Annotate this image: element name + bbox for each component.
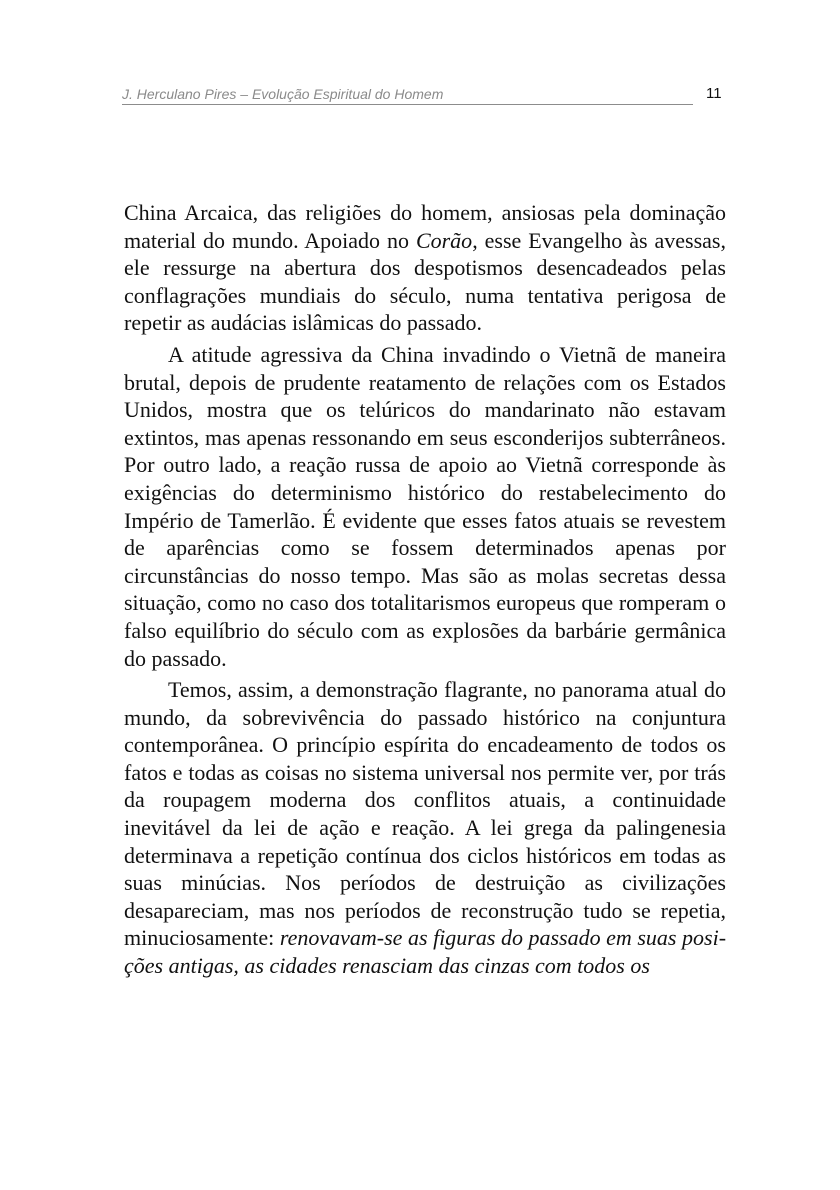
paragraph-3-text: Temos, assim, a demonstração flagrante, no panorama atual do mundo, da sobrevivência do passado histórico na conjuntura contemporânea. O princípio espírita do encadeamento de todos os fatos e todas as coisas no sistema universal nos permite ver, por trás da roupagem moderna dos conflitos atuais, a continuidade inevitável da lei de ação e reação. A lei grega da palingenesia determinava a repetição contínua dos ciclos históricos em todas as suas minúcias. Nos períodos de destruição as civilizações desapareciam, mas nos períodos de reconstrução tudo se repetia, minuciosamente: <box>124 677 726 951</box>
body-text <box>124 199 726 984</box>
paragraph-1 <box>124 199 726 337</box>
paragraph-1-italic-title: Corão <box>415 227 473 253</box>
running-header <box>122 84 693 105</box>
paragraph-1-text-a: China Arcaica, das religiões do homem, ansiosas pela dominação material do mundo. Apoiado no <box>124 200 726 253</box>
paragraph-3-italic-quote: renovavam-se as figuras do passado em suas posições antigas, as cidades renasciam das cinzas com todos os <box>124 925 727 979</box>
paragraph-2: A atitude agressiva da China invadindo o Vietnã de maneira brutal, depois de prudente reatamento de relações com os Estados Unidos, mostra que os telúricos do mandarinato não estavam extintos, mas apenas ressonando em seus esconderijos subterrâneos. Por outro lado, a reação russa de apoio ao Vietnã corresponde às exigências do determinismo histórico do restabelecimento do Império de Tamerlão. É evidente que esses fatos atuais se revestem de aparências como se fossem determinados apenas por circunstâncias do nosso tempo. Mas são as molas secretas dessa situação, como no caso dos totalitarismos europeus que romperam o falso equilíbrio do século com as explosões da barbárie germânica do passado. <box>124 341 726 671</box>
paragraph-1-text-b: , esse Evangelho às avessas, ele ressurge na abertura dos despotismos desencadeados pelas conflagrações mundiais do século, numa tentativa perigosa de repetir as audácias islâmicas do passado. <box>124 227 726 336</box>
running-title: J. Herculano Pires – Evolução Espiritual do Homem <box>122 86 444 102</box>
page-number: 11 <box>706 85 722 102</box>
paragraph-3 <box>124 676 726 980</box>
